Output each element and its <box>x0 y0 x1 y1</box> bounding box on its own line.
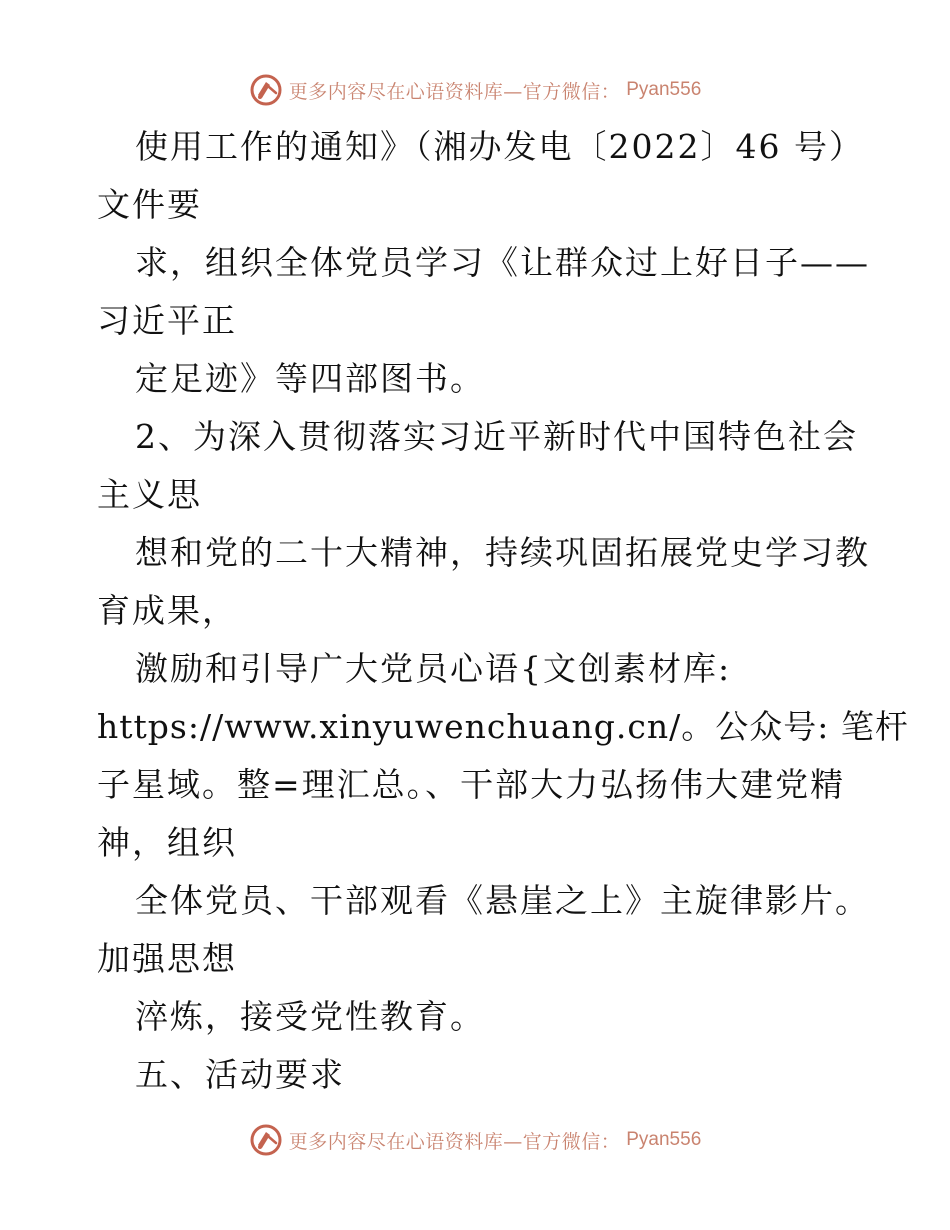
text-line: 激励和引导广大党员心语{文创素材库: <box>135 649 732 688</box>
text-line: 定足迹》等四部图书。 <box>135 359 485 398</box>
text-line: 文件要 <box>97 185 202 224</box>
text-line: 习近平正 <box>97 301 237 340</box>
text-line: 想和党的二十大精神，持续巩固拓展党史学习教 <box>135 533 870 572</box>
footer-banner-account: Pyan556 <box>626 1129 702 1150</box>
body-text <box>97 118 909 1104</box>
text-line: 子星域。整=理汇总。、干部大力弘扬伟大建党精 <box>97 765 846 804</box>
text-line: 五、活动要求 <box>135 1055 345 1094</box>
footer-banner-content <box>249 1123 702 1157</box>
footer-banner-text: 更多内容尽在心语资料库—官方微信： <box>288 1130 621 1153</box>
header-banner <box>0 70 950 110</box>
text-line: 加强思想 <box>97 939 237 978</box>
brand-logo-icon <box>249 73 283 107</box>
header-banner-content <box>249 73 702 107</box>
text-line: https://www.xinyuwenchuang.cn/。公众号: 笔杆 <box>97 707 909 746</box>
brand-logo-icon <box>249 1123 283 1157</box>
text-line: 使用工作的通知》（湘办发电〔2022〕46 号） <box>135 127 864 166</box>
text-line: 淬炼，接受党性教育。 <box>135 997 485 1036</box>
header-banner-text: 更多内容尽在心语资料库—官方微信： <box>288 80 621 103</box>
text-line: 主义思 <box>97 475 202 514</box>
text-line: 求，组织全体党员学习《让群众过上好日子—— <box>135 243 870 282</box>
text-line: 全体党员、干部观看《悬崖之上》主旋律影片。 <box>135 881 870 920</box>
text-line: 神，组织 <box>97 823 237 862</box>
text-line: 育成果， <box>97 591 237 630</box>
footer-banner <box>0 1120 950 1160</box>
text-line: 2、为深入贯彻落实习近平新时代中国特色社会 <box>135 417 858 456</box>
header-banner-account: Pyan556 <box>626 79 702 100</box>
